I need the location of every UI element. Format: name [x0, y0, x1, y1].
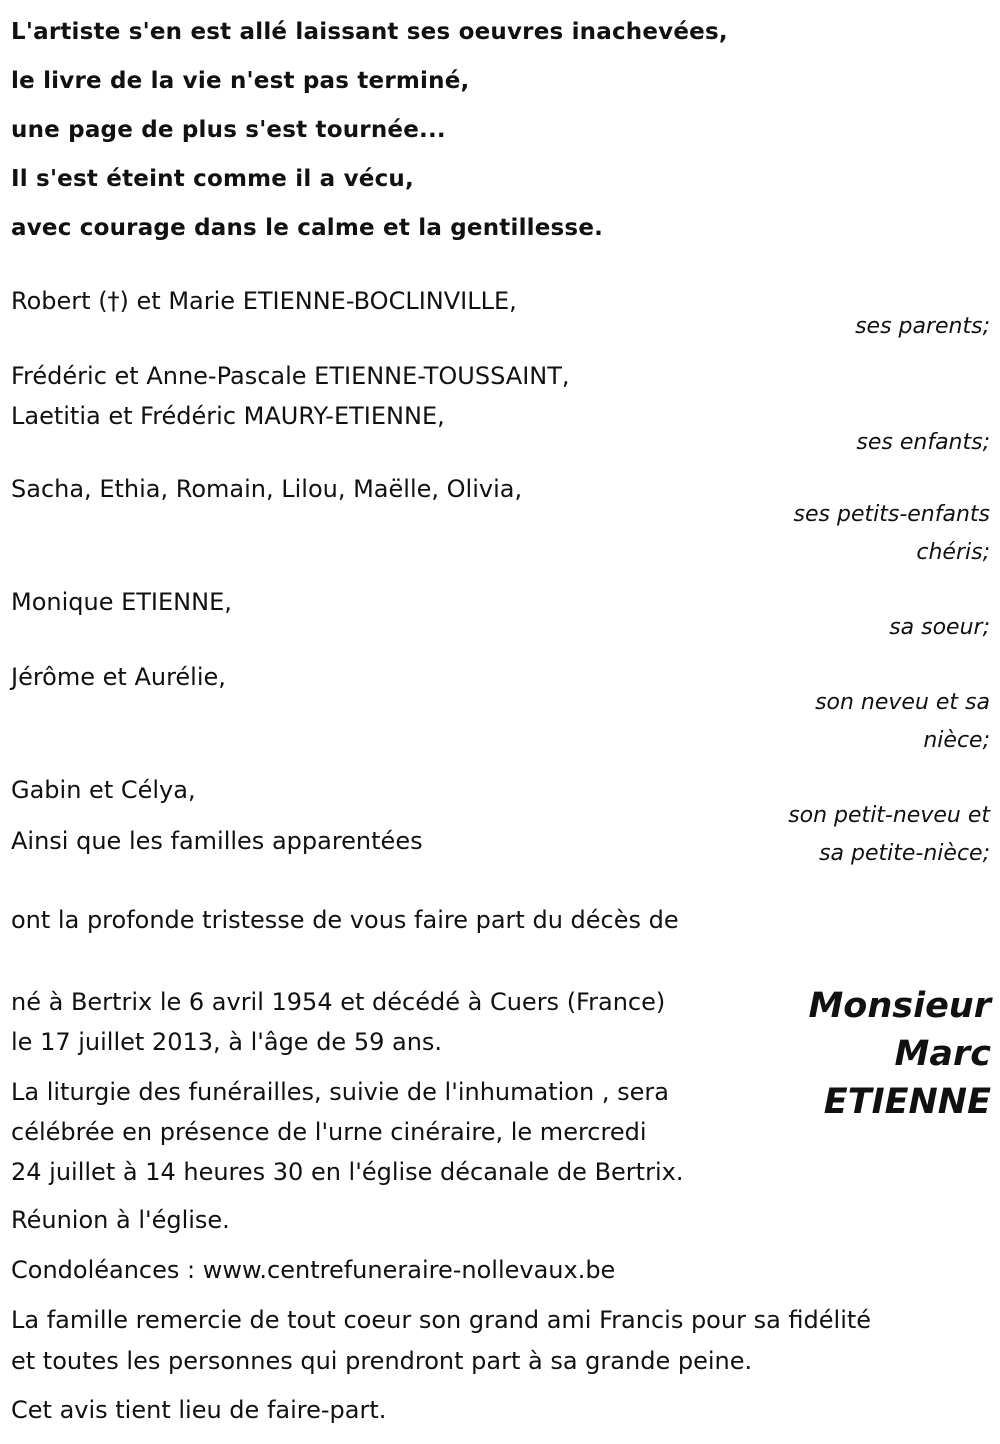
family-role-line: nièce; — [923, 728, 990, 753]
family-entry-children — [0, 356, 1000, 462]
paragraph-line: La famille remercie de tout coeur son grand ami Francis pour sa fidélité — [11, 1306, 872, 1334]
paragraph-line: né à Bertrix le 6 avril 1954 et décédé à Cuers (France) — [11, 988, 666, 1016]
family-name-line: Frédéric et Anne-Pascale ETIENNE-TOUSSAINT, — [11, 362, 570, 390]
family-name-line: Jérôme et Aurélie, — [11, 663, 226, 691]
family-role-line: sa soeur; — [889, 615, 990, 640]
family-name-line: Monique ETIENNE, — [11, 588, 232, 616]
poem-line: L'artiste s'en est allé laissant ses oeuvres inachevées, — [11, 19, 728, 45]
family-name-line: Sacha, Ethia, Romain, Lilou, Maëlle, Olivia, — [11, 475, 523, 503]
family-role — [740, 308, 1000, 346]
deceased-last-name: ETIENNE — [823, 1082, 991, 1122]
paragraph-line: le 17 juillet 2013, à l'âge de 59 ans. — [11, 1028, 443, 1056]
poem-line: avec courage dans le calme et la gentillesse. — [11, 215, 604, 241]
poem-line: le livre de la vie n'est pas terminé, — [11, 68, 470, 94]
paragraph-line: et toutes les personnes qui prendront part à sa grande peine. — [11, 1347, 753, 1375]
family-role — [740, 609, 1000, 647]
meeting-text: Réunion à l'église. — [11, 1206, 230, 1234]
family-role — [740, 496, 1000, 572]
poem-line: une page de plus s'est tournée... — [11, 117, 446, 143]
poem-line: Il s'est éteint comme il a vécu, — [11, 166, 414, 192]
paragraph-line: célébrée en présence de l'urne cinéraire, le mercredi — [11, 1118, 647, 1146]
family-entry-sister — [0, 583, 1000, 647]
family-entry-parents — [0, 282, 1000, 346]
deceased-title: Monsieur — [808, 986, 991, 1026]
family-name-line: Gabin et Célya, — [11, 776, 196, 804]
family-entry-nephew-niece — [0, 658, 1000, 760]
family-role-line: ses parents; — [855, 314, 990, 339]
birth-death-paragraph — [11, 982, 665, 1062]
family-role — [740, 797, 1000, 873]
family-role-line: son neveu et sa — [815, 690, 990, 715]
family-name-line: Laetitia et Frédéric MAURY-ETIENNE, — [11, 402, 445, 430]
family-role-line: ses enfants; — [856, 430, 990, 455]
announcement-text: ont la profonde tristesse de vous faire part du décès de — [11, 906, 679, 934]
family-role — [740, 424, 1000, 462]
family-role-line: ses petits-enfants — [793, 502, 990, 527]
thanks-paragraph — [11, 1300, 871, 1382]
opening-poem — [11, 8, 911, 253]
family-role-line: sa petite-nièce; — [819, 841, 990, 866]
paragraph-line: 24 juillet à 14 heures 30 en l'église décanale de Bertrix. — [11, 1158, 684, 1186]
deceased-first-name: Marc — [894, 1034, 991, 1074]
family-role-line: son petit-neveu et — [788, 803, 990, 828]
paragraph-line: La liturgie des funérailles, suivie de l'inhumation , sera — [11, 1078, 669, 1106]
family-list — [0, 282, 1000, 873]
family-entry-grandchildren — [0, 470, 1000, 572]
liturgy-paragraph — [11, 1072, 683, 1192]
family-name-line: Robert (†) et Marie ETIENNE-BOCLINVILLE, — [11, 287, 517, 315]
family-role-line: chéris; — [916, 540, 990, 565]
condolences-text: Condoléances : www.centrefuneraire-nollevaux.be — [11, 1256, 616, 1284]
relatives-text: Ainsi que les familles apparentées — [11, 827, 423, 855]
deceased-name — [731, 982, 991, 1126]
family-role — [740, 684, 1000, 760]
closing-text: Cet avis tient lieu de faire-part. — [11, 1396, 387, 1424]
